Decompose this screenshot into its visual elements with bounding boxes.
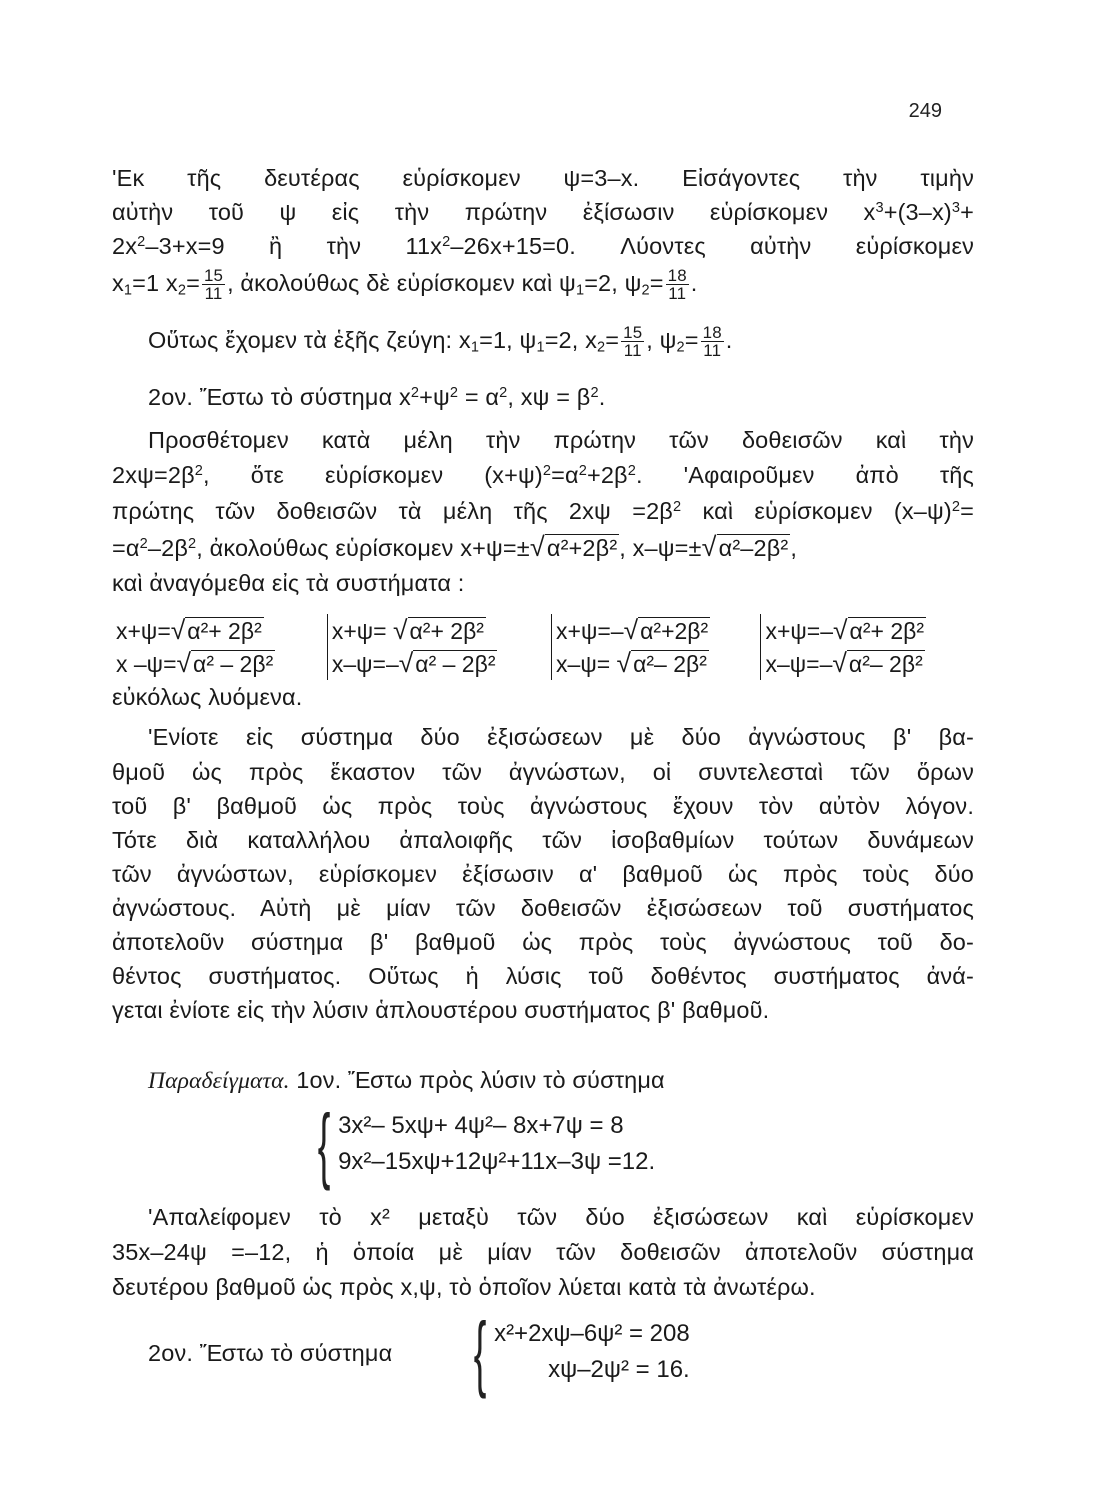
equation-system	[466, 1305, 690, 1399]
table-row	[112, 614, 978, 647]
fraction: $\frac{18}{11}$	[702, 322, 722, 361]
text-line: δευτέρου βαθμοῦ ὡς πρὸς x,ψ, τὸ ὁποῖον λύεται κατὰ τὰ ἀνωτέρω.	[112, 1274, 816, 1300]
equation: xψ–2ψ² = 16.	[548, 1356, 690, 1383]
table-cell: x+ψ=√α²+ 2β²	[116, 615, 262, 645]
text-line: γεται ἐνίοτε εἰς τὴν λύσιν ἁπλουστέρου συστήματος β' βαθμοῦ.	[112, 997, 770, 1023]
left-brace: {	[473, 1305, 487, 1399]
text-line: θμοῦ ὡς πρὸς ἕκαστον τῶν ἀγνώστων, οἱ συντελεσταὶ τῶν ὅρων	[112, 759, 974, 785]
text-line: 'Απαλείφομεν τὸ x² μεταξὺ τῶν δύο ἐξισώσεων καὶ εὑρίσκομεν	[148, 1204, 974, 1230]
table-cell: x –ψ=√α² – 2β²	[116, 648, 274, 678]
table-cell: x–ψ=–√α² – 2β²	[327, 647, 551, 680]
equation: x²+2xψ–6ψ² = 208	[494, 1320, 690, 1347]
text-line: ἀγνώστους. Αὐτὴ μὲ μίαν τῶν δοθεισῶν ἐξισώσεων τοῦ συστήματος	[112, 895, 974, 921]
text-line: Οὕτως ἔχομεν τὰ ἑξῆς ζεύγη: $x_1=1$, $\psi_1=2$, $x_2=$ $\frac{15}{11}$ , $\psi_2=$ $\frac{18}{11}$ .	[148, 322, 733, 361]
text-line: τοῦ β' βαθμοῦ ὡς πρὸς τοὺς ἀγνώστους ἔχουν τὸν αὐτὸν λόγον.	[112, 793, 974, 819]
text-line: τῶν ἀγνώστων, εὑρίσκομεν ἐξίσωσιν α' βαθμοῦ ὡς πρὸς τοὺς δύο	[112, 861, 974, 887]
systems-table	[112, 614, 978, 680]
text-line: πρώτης τῶν δοθεισῶν τὰ μέλη τῆς $2x\psi =2\beta^2$ καὶ εὑρίσκομεν $(x-\psi)^2=$	[112, 498, 974, 524]
table-cell: x+ψ= √α²+ 2β²	[327, 614, 551, 647]
table-cell: x–ψ=–√α²– 2β²	[761, 647, 978, 680]
equation: 9x²–15xψ+12ψ²+11x–3ψ =12.	[338, 1148, 656, 1175]
table-cell: x+ψ=–√α²+ 2β²	[761, 614, 978, 647]
equation-system	[310, 1097, 656, 1191]
fraction: $\frac{18}{11}$	[667, 265, 687, 304]
table-row	[112, 647, 978, 680]
table-cell: x+ψ=–√α²+2β²	[552, 614, 761, 647]
section-heading: Παραδείγματα.	[148, 1068, 290, 1094]
text-line: αὐτὴν τοῦ ψ εἰς τὴν πρώτην ἐξίσωσιν εὑρίσκομεν $x^3+(3-x)^3+$	[112, 199, 974, 225]
fraction: $\frac{15}{11}$	[623, 322, 643, 361]
text-line: 35x–24ψ =–12, ἡ ὁποία μὲ μίαν τῶν δοθεισῶν ἀποτελοῦν σύστημα	[112, 1239, 974, 1265]
text-line: $2x^2-3+x=9$ ἢ τὴν $11x^2-26x+15=0$. Λύοντες αὐτὴν εὑρίσκομεν	[112, 233, 974, 259]
fraction: $\frac{15}{11}$	[203, 265, 224, 304]
text-line: εὐκόλως λυόμενα.	[112, 684, 303, 710]
text-line: 'Ενίοτε εἰς σύστημα δύο ἐξισώσεων μὲ δύο ἀγνώστους β' βα-	[148, 724, 974, 750]
text-line: Παραδείγματα. 1ον. Ἔστω πρὸς λύσιν τὸ σύστημα	[148, 1067, 665, 1094]
left-brace: {	[317, 1097, 331, 1191]
text-line: 'Εκ τῆς δευτέρας εὑρίσκομεν ψ=3–x. Εἰσάγοντες τὴν τιμὴν	[112, 165, 974, 191]
text-line: 2ον. Ἔστω τὸ σύστημα $x^2+\psi^2 = \alpha^2$, $x\psi = \beta^2$.	[148, 384, 606, 410]
text-line: $2x\psi=2\beta^2$, ὅτε εὑρίσκομεν $(x+\psi)^2=\alpha^2+2\beta^2$. 'Αφαιροῦμεν ἀπὸ τῆς	[112, 462, 975, 488]
page-number: 249	[908, 100, 942, 122]
equation: 3x²– 5xψ+ 4ψ²– 8x+7ψ = 8	[338, 1112, 624, 1139]
text-line: ἀποτελοῦν σύστημα β' βαθμοῦ ὡς πρὸς τοὺς ἀγνώστους τοῦ δο-	[112, 929, 974, 955]
text-line: $x_1=1$ $x_2=$ $\frac{15}{11}$ , ἀκολούθως δὲ εὑρίσκομεν καὶ $\psi_1=2$, $\psi_2=$ $\frac{18}{11}$ .	[112, 265, 698, 304]
text-line: Τότε διὰ καταλλήλου ἀπαλοιφῆς τῶν ἰσοβαθμίων τούτων δυνάμεων	[112, 827, 974, 853]
text-line: 2ον. Ἔστω τὸ σύστημα	[148, 1340, 393, 1366]
text-line: Προσθέτομεν κατὰ μέλη τὴν πρώτην τῶν δοθεισῶν καὶ τὴν	[148, 427, 974, 453]
text-line: $=\alpha^2-2\beta^2$, ἀκολούθως εὑρίσκομεν x+ψ=±√α²+2β², x–ψ=±√α²–2β²,	[112, 532, 798, 562]
text-line: καὶ ἀναγόμεθα εἰς τὰ συστήματα :	[112, 570, 465, 596]
text-line: θέντος συστήματος. Οὕτως ἡ λύσις τοῦ δοθέντος συστήματος ἀνά-	[112, 963, 974, 989]
table-cell: x–ψ= √α²– 2β²	[552, 647, 761, 680]
